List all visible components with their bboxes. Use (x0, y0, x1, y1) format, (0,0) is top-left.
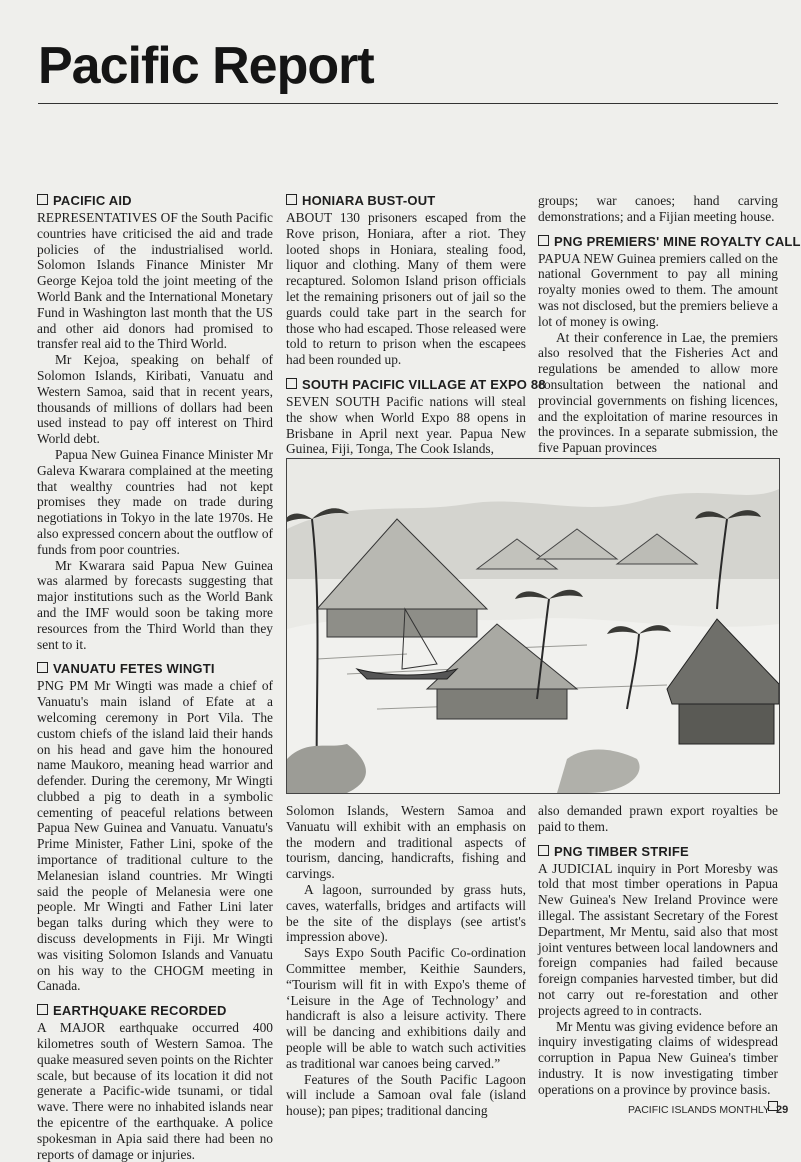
paragraph: ABOUT 130 prisoners escaped from the Rove prison, Honiara, after a riot. They looted shops in Honiara, stealing food, liquor and clothing. Many of them were recaptured. Solomon Island prison officials let the remaining prisoners out of jail so the guards could take part in the search for those who had escaped. Those released were told to return to prison when the escapees had been rounded up. (286, 210, 526, 368)
article-heading: EARTHQUAKE RECORDED (37, 1003, 273, 1019)
box-bullet-icon (37, 1004, 48, 1015)
paragraph: A JUDICIAL inquiry in Port Moresby was told that most timber operations in Papua New Guinea's New Ireland Province were illegal. The assistant Secretary of the Forest Department, Mr Mentu, said also that most joint ventures between local landowners and foreign companies had failed because foreign companies harvested timber, but did not carry out re-forestation and other projects agreed to in contracts. (538, 860, 778, 1018)
article-heading: PACIFIC AID (37, 193, 273, 209)
article-heading: VANUATU FETES WINGTI (37, 661, 273, 677)
article-heading: HONIARA BUST-OUT (286, 193, 526, 209)
lagoon-village-sketch (287, 459, 779, 793)
page-title: Pacific Report (38, 37, 374, 95)
paragraph: PAPUA NEW Guinea premiers called on the national Government to pay all mining royalty monies owed to them. The amount was not disclosed, but the premiers believe a lot of money is owing. (538, 250, 778, 329)
paragraph: A lagoon, surrounded by grass huts, caves, waterfalls, bridges and artifacts will be the site of the displays (see artist's impression above). (286, 881, 526, 945)
title-rule (38, 103, 778, 104)
box-bullet-icon (37, 662, 48, 673)
paragraph: Says Expo South Pacific Co-ordination Committee member, Keithie Saunders, “Tourism will fit in with Expo's theme of ‘Leisure in the Age of Technology’ and handicraft is also a leisure activity. There will be dancing and exhibitions daily and people will be able to watch such activities as traditional war canoes being carved.” (286, 945, 526, 1071)
paragraph: At their conference in Lae, the premiers also resolved that the Fisheries Act and regulations be amended to allow more consultation between the national and provincial governments on fishing licences, and the exploitation of marine resources in the provinces. In a separate submission, the five Papuan provinces (538, 329, 778, 456)
paragraph: Features of the South Pacific Lagoon will include a Samoan oval fale (island house); pan pipes; traditional dancing (286, 1071, 526, 1119)
article-heading: PNG PREMIERS' MINE ROYALTY CALL (538, 234, 778, 250)
column-3-bottom (538, 803, 778, 1111)
column-2-bottom (286, 803, 526, 1119)
column-2-top (286, 193, 546, 457)
paragraph: also demanded prawn export royalties be paid to them. (538, 803, 778, 834)
publication-name: PACIFIC ISLANDS MONTHLY (628, 1104, 770, 1116)
paragraph: Mr Mentu was giving evidence before an inquiry investigating claims of widespread corruption in Papua New Guinea's timber industry. It is now investigating timber operations on a province by province basis. (538, 1019, 778, 1098)
page-number: 29 (775, 1104, 789, 1116)
village-illustration (286, 458, 780, 794)
article-heading: PNG TIMBER STRIFE (538, 844, 778, 860)
paragraph: groups; war canoes; hand carving demonstrations; and a Fijian meeting house. (538, 193, 778, 224)
box-bullet-icon (286, 378, 297, 389)
paragraph: REPRESENTATIVES OF the South Pacific countries have criticised the aid and trade policies of the industrialised world. Solomon Islands Finance Minister Mr George Kejoa told the joint meeting of the World Bank and the International Monetary Fund in Washington last month that the US and other aid donors had promised to transfer real aid to the Third World. (37, 210, 273, 352)
paragraph: Mr Kejoa, speaking on behalf of Solomon Islands, Kiribati, Vanuatu and Western Samoa, said that in recent years, thousands of millions of dollars had been used instead to pay off interest on Third World debt. (37, 352, 273, 447)
box-bullet-icon (37, 194, 48, 205)
paragraph: Papua New Guinea Finance Minister Mr Galeva Kwarara complained at the meeting that wealthy countries had not kept promises they made on trade during negotiations in Tokyo in the late 1970s. He also expressed concern about the outflow of funds from poor countries. (37, 446, 273, 557)
box-bullet-icon (538, 235, 549, 246)
column-1 (37, 193, 273, 1162)
box-bullet-icon (286, 194, 297, 205)
paragraph: PNG PM Mr Wingti was made a chief of Vanuatu's main island of Efate at a welcoming ceremony in Port Vila. The custom chiefs of the island laid their hands on his head and gave him the honoured name Maukoro, meaning head warrior and defender. During the ceremony, Mr Wingti clubbed a pig to death in a symbolic cementing of peaceful relations between Papua New Guinea and Vanuatu. Vanuatu's Prime Minister, Father Lini, spoke of the importance of traditional culture to the Melanesian island countries. Mr Wingti said the people of Melanesia were one people. Mr Wingti and Father Lini later began talks during which they were to discuss developments in Fiji. Mr Wingti was visiting Solomon Islands and Vanuatu on his way to the CHOGM meeting in Canada. (37, 678, 273, 994)
page-footer (628, 1104, 788, 1116)
paragraph: Solomon Islands, Western Samoa and Vanuatu will exhibit with an emphasis on the modern and traditional aspects of tourism, dancing, handicrafts, fishing and carvings. (286, 803, 526, 882)
paragraph: SEVEN SOUTH Pacific nations will steal the show when World Expo 88 opens in Brisbane in April next year. Papua New Guinea, Fiji, Tonga, The Cook Islands, (286, 393, 526, 457)
column-3-top (538, 193, 801, 456)
paragraph: Mr Kwarara said Papua New Guinea was alarmed by forecasts suggesting that major institutions such as the World Bank and the IMF would soon be taking more resources from the Third World than they sent to it. (37, 557, 273, 652)
box-bullet-icon (538, 845, 549, 856)
paragraph: A MAJOR earthquake occurred 400 kilometres south of Western Samoa. The quake measured seven points on the Richter scale, but because of its location it did not generate a Pacific-wide tsunami, or tidal wave. There were no inhabited islands near the epicentre of the earthquake. A police spokesman in Apia said there had been no reports of damage or injuries. (37, 1020, 273, 1162)
article-heading: SOUTH PACIFIC VILLAGE AT EXPO 88 (286, 377, 526, 393)
